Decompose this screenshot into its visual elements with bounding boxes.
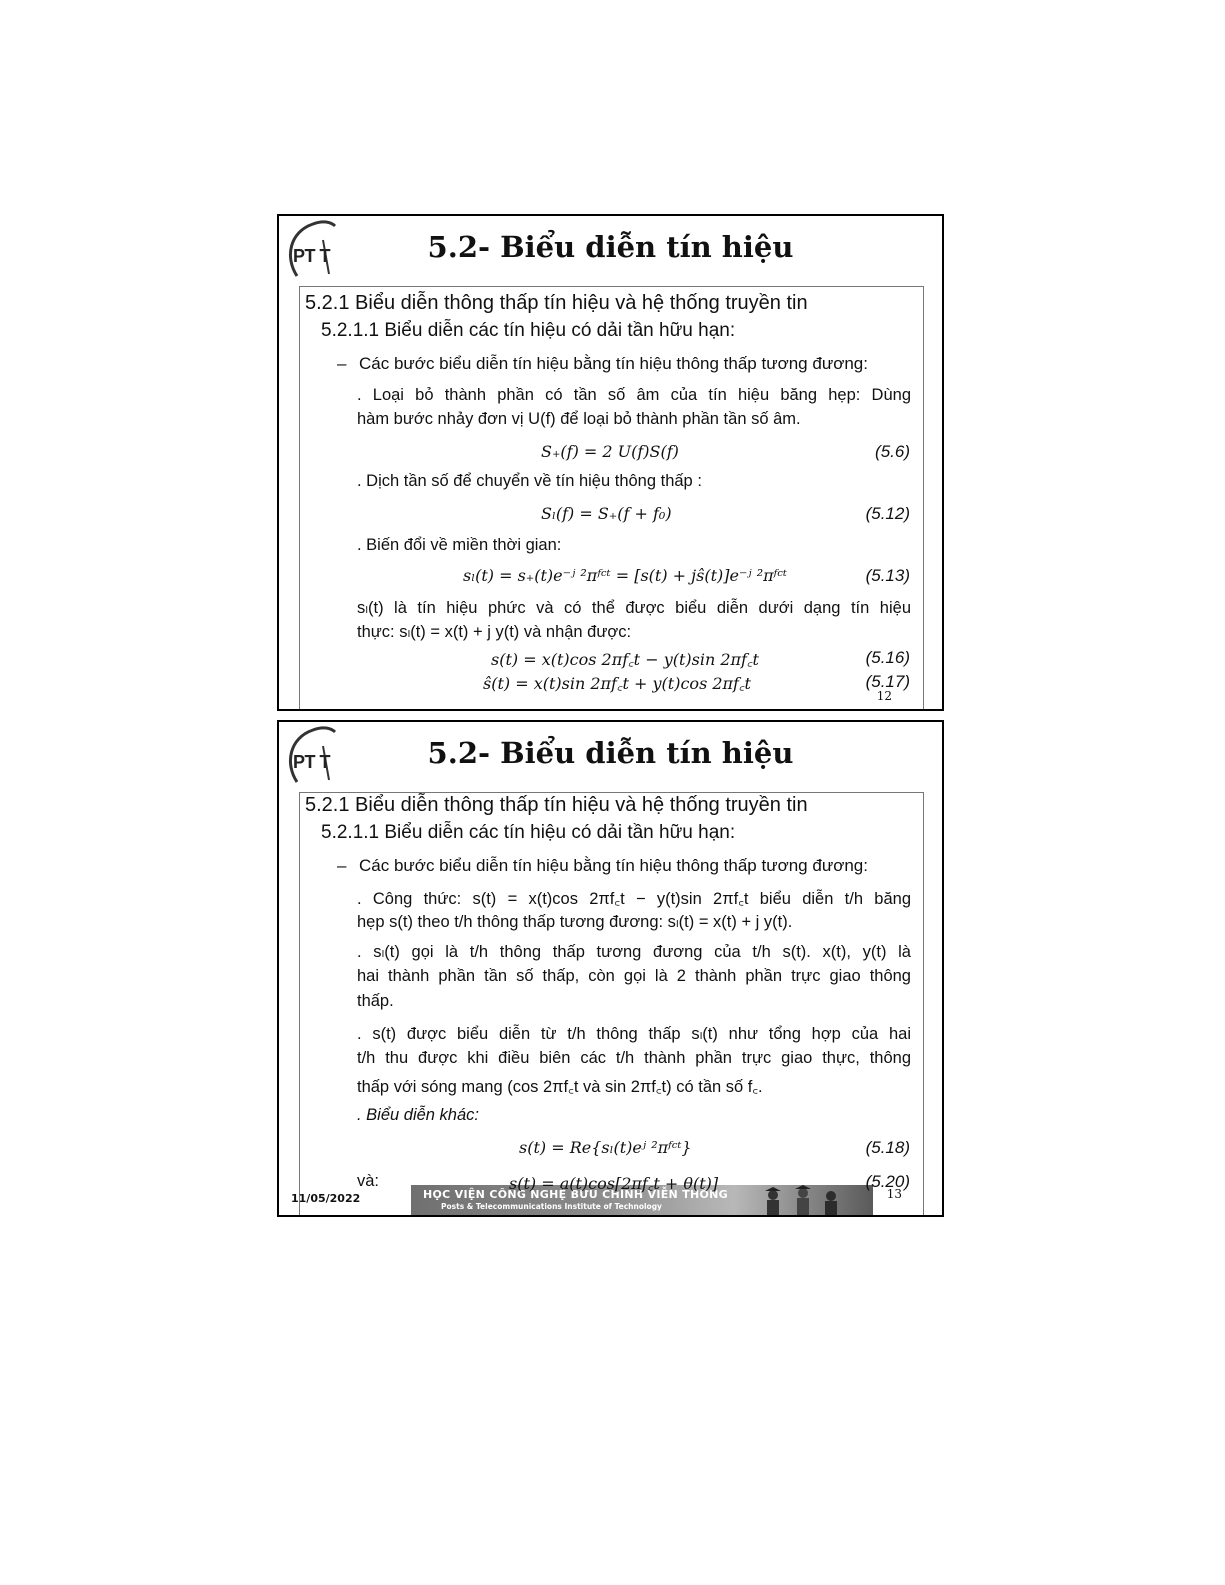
and-label: và:	[357, 1172, 380, 1190]
equation-number-5-6: (5.6)	[875, 442, 910, 461]
paragraph-2-line-2: hai thành phần tần số thấp, còn gọi là 2 thành phần trực giao thông	[357, 967, 911, 985]
paragraph-3-line-2: t/h thu được khi điều biên các t/h thành phần trực giao thực, thông	[357, 1049, 911, 1067]
paragraph-3-line-1: . s(t) được biểu diễn từ t/h thông thấp sₗ(t) như tổng hợp của hai	[357, 1025, 911, 1043]
equation-number-5-18: (5.18)	[865, 1138, 910, 1157]
paragraph-3-line-3: thấp với sóng mang (cos 2πf꜀t và sin 2πf꜀t) có tần số f꜀.	[357, 1078, 763, 1096]
paragraph-1-line-2: hàm bước nhảy đơn vị U(f) để loại bỏ thành phần tần số âm.	[357, 410, 801, 428]
equation-number-5-16: (5.16)	[865, 648, 910, 667]
equation-5-18: s(t) = Re{sₗ(t)eʲ ²ᴨᶠᶜᵗ}	[519, 1138, 692, 1157]
bullet-dash: –	[337, 354, 347, 373]
equation-5-20: s(t) = a(t)cos[2πf꜀t + θ(t)]	[509, 1174, 719, 1193]
heading-5-2-1-1: 5.2.1.1 Biểu diễn các tín hiệu có dải tần hữu hạn:	[321, 822, 736, 843]
heading-5-2-1: 5.2.1 Biểu diễn thông thấp tín hiệu và hệ thống truyền tin	[305, 794, 808, 816]
paragraph-4: . Biểu diễn khác:	[357, 1106, 479, 1124]
paragraph-4-line-1: sₗ(t) là tín hiệu phức và có thể được biểu diễn dưới dạng tín hiệu	[357, 599, 911, 617]
logo-text: PT T	[293, 246, 330, 266]
equation-5-13: sₗ(t) = s₊(t)e⁻ʲ ²ᴨᶠᶜᵗ = [s(t) + jŝ(t)]e⁻ʲ ²ᴨᶠᶜᵗ	[463, 566, 787, 585]
slide-title: 5.2- Biểu diễn tín hiệu	[427, 230, 794, 264]
banner-institute-name: HỌC VIỆN CÔNG NGHỆ BƯU CHÍNH VIỄN THÔNG	[423, 1188, 728, 1201]
paragraph-2-line-1: . sₗ(t) gọi là t/h thông thấp tương đương của t/h s(t). x(t), y(t) là	[357, 943, 911, 961]
paragraph-2: . Dịch tần số để chuyển về tín hiệu thông thấp :	[357, 472, 702, 490]
footer-date: 11/05/2022	[291, 1192, 361, 1205]
steps-heading: Các bước biểu diễn tín hiệu bằng tín hiệu thông thấp tương đương:	[359, 856, 868, 875]
paragraph-2-line-3: thấp.	[357, 992, 394, 1010]
steps-heading: Các bước biểu diễn tín hiệu bằng tín hiệu thông thấp tương đương:	[359, 354, 868, 373]
paragraph-4-line-2: thực: sₗ(t) = x(t) + j y(t) và nhận được:	[357, 623, 632, 641]
paragraph-1-line-1: . Công thức: s(t) = x(t)cos 2πf꜀t − y(t)sin 2πf꜀t biểu diễn t/h băng	[357, 890, 911, 908]
paragraph-3: . Biến đổi về miền thời gian:	[357, 536, 562, 554]
equation-5-12: Sₗ(f) = S₊(f + f₀)	[541, 504, 672, 523]
bullet-dash: –	[337, 856, 347, 875]
graduates-image-icon	[743, 1185, 863, 1215]
equation-5-16: s(t) = x(t)cos 2πf꜀t − y(t)sin 2πf꜀t	[491, 650, 759, 669]
banner-institute-english: Posts & Telecommunications Institute of Technology	[441, 1202, 662, 1211]
equation-5-6: S₊(f) = 2 U(f)S(f)	[541, 442, 679, 461]
heading-5-2-1: 5.2.1 Biểu diễn thông thấp tín hiệu và hệ thống truyền tin	[305, 292, 808, 314]
page-number: 12	[876, 689, 892, 703]
equation-5-17: ŝ(t) = x(t)sin 2πf꜀t + y(t)cos 2πf꜀t	[483, 674, 751, 693]
page-number: 13	[886, 1187, 902, 1201]
paragraph-1-line-2: hẹp s(t) theo t/h thông thấp tương đương: sₗ(t) = x(t) + j y(t).	[357, 913, 793, 931]
paragraph-1-line-1: . Loại bỏ thành phần có tần số âm của tín hiệu băng hẹp: Dùng	[357, 386, 911, 404]
slide-2	[277, 720, 944, 1217]
heading-5-2-1-1: 5.2.1.1 Biểu diễn các tín hiệu có dải tần hữu hạn:	[321, 320, 736, 341]
equation-number-5-12: (5.12)	[865, 504, 910, 523]
logo-text: PT T	[293, 752, 330, 772]
equation-number-5-13: (5.13)	[865, 566, 910, 585]
slide-title: 5.2- Biểu diễn tín hiệu	[427, 736, 794, 770]
equation-number-5-17: (5.17)	[865, 672, 910, 691]
slide-1	[277, 214, 944, 711]
equation-number-5-20: (5.20)	[865, 1172, 910, 1191]
